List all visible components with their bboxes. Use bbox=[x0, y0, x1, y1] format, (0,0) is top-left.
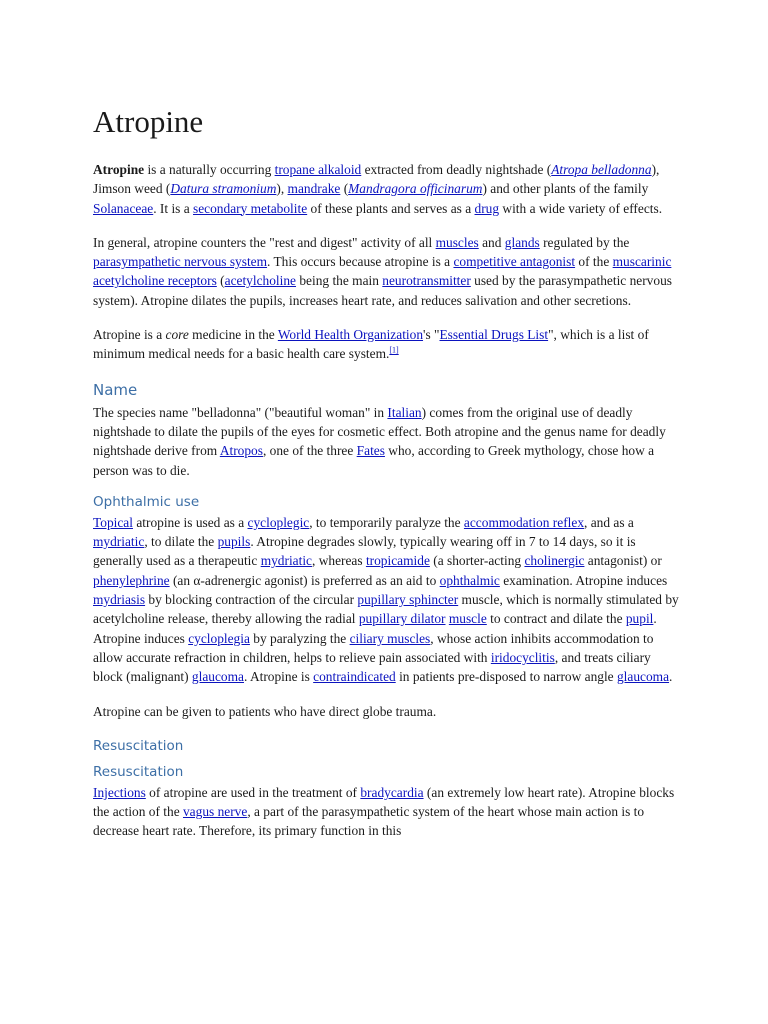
link-text: Atropa belladonna bbox=[551, 162, 652, 177]
text: medicine in the bbox=[188, 327, 278, 343]
link-mydriatic-2[interactable]: mydriatic bbox=[260, 553, 313, 569]
text: ( bbox=[216, 273, 225, 289]
section-heading-resuscitation: Resuscitation bbox=[93, 737, 184, 754]
link-topical[interactable]: Topical bbox=[93, 514, 133, 530]
link-muscle[interactable]: muscle bbox=[448, 611, 487, 627]
link-accommodation-reflex[interactable]: accommodation reflex bbox=[463, 514, 585, 530]
name-paragraph bbox=[93, 403, 681, 480]
text: in patients pre-disposed to narrow angle bbox=[395, 669, 617, 685]
text: . Atropine degrades slowly, typically wearing off in 7 to 14 days, so it is generally used as a therapeutic bbox=[93, 534, 636, 569]
link-phenylephrine[interactable]: phenylephrine bbox=[93, 572, 170, 588]
resuscitation-paragraph bbox=[93, 783, 681, 841]
link-fates[interactable]: Fates bbox=[356, 443, 385, 459]
text: (an α-adrenergic agonist) is preferred as an aid to bbox=[169, 572, 440, 588]
link-iridocyclitis[interactable]: iridocyclitis bbox=[490, 649, 555, 665]
who-paragraph bbox=[93, 325, 681, 364]
text: . Atropine induces bbox=[93, 611, 657, 646]
text: ), Jimson weed ( bbox=[93, 162, 660, 197]
link-competitive-antagonist[interactable]: competitive antagonist bbox=[453, 254, 576, 270]
link-glaucoma-2[interactable]: glaucoma bbox=[616, 669, 670, 685]
bold-term: Atropine bbox=[93, 162, 145, 177]
text: of these plants and serves as a bbox=[307, 200, 475, 216]
link-tropicamide[interactable]: tropicamide bbox=[365, 553, 430, 569]
link-mydriasis[interactable]: mydriasis bbox=[93, 592, 146, 608]
link-drug[interactable]: drug bbox=[474, 200, 500, 216]
link-text: Mandragora officinarum bbox=[348, 181, 483, 197]
link-essential-drugs-list[interactable]: Essential Drugs List bbox=[439, 327, 549, 343]
intro-paragraph bbox=[93, 160, 681, 218]
text: . It is a bbox=[153, 200, 194, 216]
link-pupils[interactable]: pupils bbox=[217, 534, 251, 550]
text: who, according to Greek mythology, chose how a person was to die. bbox=[93, 443, 655, 478]
text: by paralyzing the bbox=[249, 630, 350, 646]
text: In general, atropine counters the "rest and digest" activity of all bbox=[93, 234, 436, 250]
text: atropine is used as a bbox=[132, 514, 248, 530]
link-ophthalmic[interactable]: ophthalmic bbox=[439, 572, 500, 588]
text: of atropine are used in the treatment of bbox=[145, 784, 361, 800]
link-pupil[interactable]: pupil bbox=[625, 611, 654, 627]
link-pupillary-dilator[interactable]: pupillary dilator bbox=[358, 611, 446, 627]
section-heading-name: Name bbox=[93, 380, 138, 399]
text: to contract and dilate the bbox=[486, 611, 626, 627]
text: ) and other plants of the family bbox=[482, 181, 649, 197]
text: ) comes from the original use of deadly nightshade to dilate the pupils of the eyes for cosmetic effect. Both atropine and the genus name for deadly nightshade derive from bbox=[93, 404, 666, 459]
section-heading-ophthalmic: Ophthalmic use bbox=[93, 493, 200, 510]
text: . Atropine is bbox=[243, 669, 314, 685]
link-mandragora-officinarum[interactable] bbox=[348, 181, 482, 196]
text: of the bbox=[575, 254, 613, 270]
link-pupillary-sphincter[interactable]: pupillary sphincter bbox=[357, 592, 459, 608]
text: muscle, which is normally stimulated by acetylcholine release, thereby allowing the radial bbox=[93, 592, 679, 627]
text: 's " bbox=[423, 327, 440, 343]
text: used by the parasympathetic nervous system). Atropine dilates the pupils, increases heart rate, and reduces salivation and other secretions. bbox=[93, 273, 672, 308]
text: , to dilate the bbox=[144, 534, 218, 550]
text: examination. Atropine induces bbox=[499, 572, 668, 588]
text: (an extremely low heart rate). Atropine blocks the action of the bbox=[93, 784, 675, 820]
link-mandrake[interactable]: mandrake bbox=[287, 181, 341, 197]
article-body bbox=[93, 104, 681, 856]
text: extracted from deadly nightshade ( bbox=[361, 162, 552, 177]
link-cholinergic[interactable]: cholinergic bbox=[524, 553, 585, 569]
link-text: Datura stramonium bbox=[170, 181, 277, 197]
link-datura-stramonium[interactable] bbox=[170, 181, 276, 196]
link-italian[interactable]: Italian bbox=[387, 404, 422, 420]
link-contraindicated[interactable]: contraindicated bbox=[313, 669, 396, 685]
text: The species name "belladonna" ("beautiful woman" in bbox=[93, 404, 388, 420]
text: antagonist) or bbox=[584, 553, 662, 569]
text: . This occurs because atropine is a bbox=[267, 254, 454, 270]
text: , whereas bbox=[312, 553, 366, 569]
link-bradycardia[interactable]: bradycardia bbox=[360, 784, 424, 800]
text: (a shorter-acting bbox=[429, 553, 525, 569]
link-vagus-nerve[interactable]: vagus nerve bbox=[182, 804, 248, 820]
link-glaucoma[interactable]: glaucoma bbox=[191, 669, 244, 685]
text: being the main bbox=[296, 273, 383, 289]
text: Atropine is a bbox=[93, 327, 166, 343]
text: and bbox=[478, 234, 505, 250]
subsection-heading-resuscitation: Resuscitation bbox=[93, 763, 184, 780]
text: , and treats ciliary block (malignant) bbox=[93, 649, 651, 685]
text: regulated by the bbox=[539, 234, 630, 250]
link-world-health-organization[interactable]: World Health Organization bbox=[277, 327, 424, 343]
text: , a part of the parasympathetic system of the heart whose main action is to decrease heart rate. Therefore, its primary function in this bbox=[93, 804, 645, 839]
text: ( bbox=[340, 181, 349, 197]
emphasis: core bbox=[165, 327, 189, 343]
link-solanaceae[interactable]: Solanaceae bbox=[93, 200, 154, 216]
link-tropane-alkaloid[interactable]: tropane alkaloid bbox=[274, 162, 362, 177]
link-mydriatic[interactable]: mydriatic bbox=[93, 534, 145, 550]
link-injections[interactable]: Injections bbox=[93, 784, 146, 800]
link-muscles[interactable]: muscles bbox=[435, 234, 479, 250]
link-glands[interactable]: glands bbox=[504, 234, 540, 250]
text: ), bbox=[276, 181, 288, 197]
ophthalmic-paragraph bbox=[93, 513, 681, 687]
link-atropos[interactable]: Atropos bbox=[219, 443, 263, 459]
link-cycloplegic[interactable]: cycloplegic bbox=[247, 514, 310, 530]
text: , whose action inhibits accommodation to allow accurate refraction in children, helps to relieve pain associated with bbox=[93, 630, 654, 665]
text: . bbox=[669, 669, 673, 685]
globe-trauma-paragraph: Atropine can be given to patients who have direct globe trauma. bbox=[93, 703, 437, 719]
effects-paragraph bbox=[93, 233, 681, 310]
link-atropa-belladonna[interactable] bbox=[551, 162, 651, 177]
link-cycloplegia[interactable]: cycloplegia bbox=[188, 630, 250, 646]
page-title: Atropine bbox=[93, 104, 204, 139]
text: is a naturally occurring bbox=[144, 162, 275, 177]
reference-link[interactable]: [1] bbox=[389, 345, 399, 355]
link-ciliary-muscles[interactable]: ciliary muscles bbox=[349, 630, 431, 646]
link-parasympathetic-nervous-system[interactable]: parasympathetic nervous system bbox=[93, 254, 268, 270]
link-neurotransmitter[interactable]: neurotransmitter bbox=[382, 273, 471, 289]
text: , and as a bbox=[584, 514, 634, 530]
link-secondary-metabolite[interactable]: secondary metabolite bbox=[193, 200, 308, 216]
text: , to temporarily paralyze the bbox=[309, 514, 464, 530]
text: ", which is a list of minimum medical needs for a basic health care system. bbox=[93, 327, 649, 362]
text: by blocking contraction of the circular bbox=[145, 592, 358, 608]
text: with a wide variety of effects. bbox=[499, 200, 663, 216]
text: , one of the three bbox=[262, 443, 357, 459]
link-acetylcholine[interactable]: acetylcholine bbox=[224, 273, 297, 289]
link-muscarinic-receptors[interactable]: muscarinic acetylcholine receptors bbox=[93, 254, 672, 289]
